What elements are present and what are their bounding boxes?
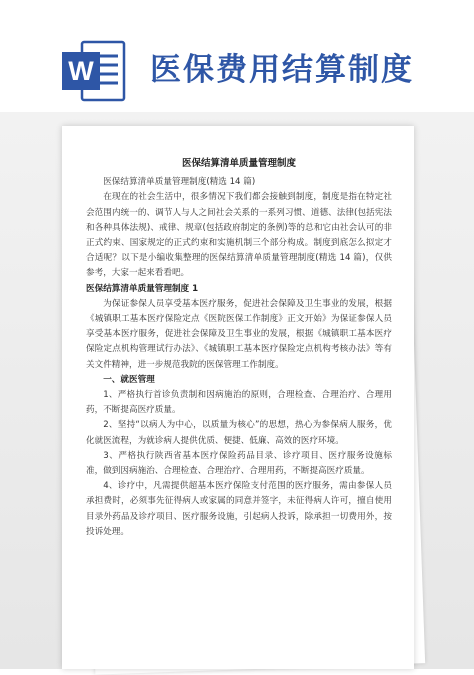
word-letter: W — [68, 56, 94, 86]
list-item: 3、严格执行陕西省基本医疗保险药品目录、诊疗项目、医疗服务设施标准，做到因病施治、合理检查、合理治疗、合理用药，不断提高医疗质量。 — [86, 450, 392, 477]
list-item: 2、坚持“以病人为中心，以质量为核心”的思想，热心为参保病人服务，优化就医流程，为就诊病人提供优质、便捷、低廉、高效的医疗环境。 — [86, 420, 392, 446]
header-banner — [0, 0, 474, 112]
document-title: 医保结算清单质量管理制度 — [181, 158, 296, 169]
document-body — [86, 156, 392, 540]
word-doc-icon — [60, 38, 128, 104]
document-subtitle: 医保结算清单质量管理制度(精选 14 篇) — [103, 177, 256, 188]
banner-title: 医保费用结算制度 — [150, 52, 414, 88]
subheading-medical-management: 一、就医管理 — [103, 374, 155, 385]
list-item: 4、诊疗中，凡需提供超基本医疗保险支付范围的医疗服务，需由参保人员承担费时，必须事先征得病人或家属的同意并签字，未征得病人许可，擅自使用目录外药品及诊疗项目、医疗服务设施，引起病人投诉，除承担一切费用外，按投诉处理。 — [86, 481, 392, 537]
list-item: 1、严格执行首诊负责制和因病施治的原则，合理检查、合理治疗、合理用药，不断提高医疗质量。 — [86, 390, 392, 416]
section-heading: 医保结算清单质量管理制度 1 — [86, 283, 199, 294]
section-intro-paragraph: 为保证参保人员享受基本医疗服务，促进社会保障及卫生事业的发展，根据《城镇职工基本医疗保险定点《医院医保工作制度》正文开始》为保证参保人员享受基本医疗服务，促进社会保障及卫生事业的发展，根据《城镇职工基本医疗保险定点机构管理试行办法》、《城镇职工基本医疗保险定点机构考核办法》等有关文件精神，进一步规范我院的医保管理工作制度。 — [86, 298, 392, 370]
document-page — [62, 126, 414, 669]
intro-paragraph: 在现在的社会生活中，很多情况下我们都会接触到制度，制度是指在特定社会范围内统一的、调节人与人之间社会关系的一系列习惯、道德、法律(包括宪法和各种具体法规)、戒律、规章(包括政府制定的条例)等的总和它由社会认可的非正式约束、国家规定的正式约束和实施机制三个部分构成。制度到底怎么拟定才合适呢？以下是小编收集整理的医保结算清单质量管理制度(精选 14 篇)，仅供参考，大家一起来看看吧。 — [86, 192, 392, 279]
